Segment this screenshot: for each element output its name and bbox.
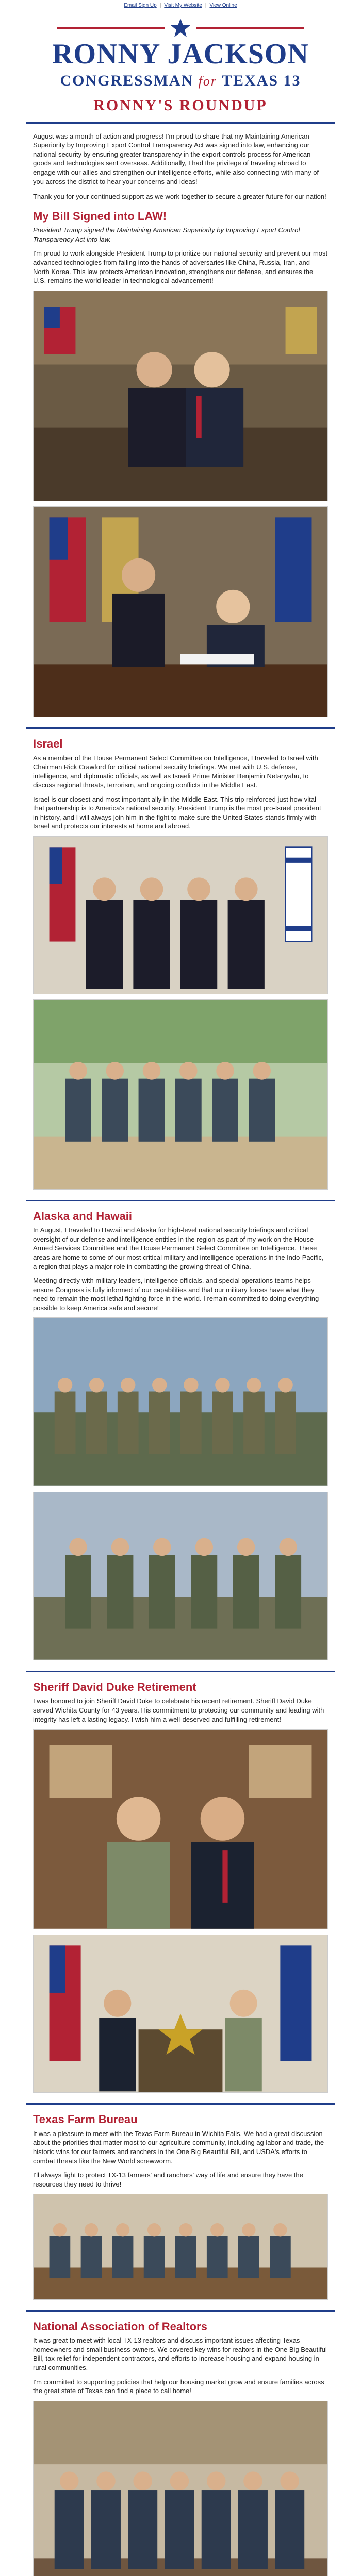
- section-lead: President Trump signed the Maintaining American Superiority by Improving Export Control Transparency Act into law.: [33, 226, 300, 243]
- title-for: for: [198, 73, 218, 89]
- farm-bureau-meeting-photo: [33, 2194, 328, 2300]
- roundup-title: RONNY'S ROUNDUP: [93, 97, 268, 114]
- intro-section: [26, 132, 335, 201]
- masthead-rule-left: [57, 27, 165, 29]
- section-heading: Alaska and Hawaii: [33, 1209, 132, 1223]
- section-paragraph: I was honored to join Sheriff David Duke to celebrate his recent retirement. Sheriff David Duke served Wichita County for 43 years. His commitment to protecting our community and leading with integrity has left a lasting legacy. I wish him a well-deserved and fulfilling retirement!: [33, 1697, 324, 1723]
- section-divider: [26, 1200, 335, 1201]
- section-bill: [26, 209, 335, 717]
- section-paragraph: Meeting directly with military leaders, intelligence officials, and special operations teams helps ensure Congress is fully informed of our capabilities and that our military forces have what they need to remain the most lethal fighting force in the world. I remain committed to doing everything possible to keep America safe and secure!: [33, 1277, 319, 1312]
- masthead-star-row: [26, 16, 335, 39]
- masthead-name: RONNY JACKSON: [52, 38, 309, 70]
- top-link-separator: |: [159, 3, 161, 9]
- israel-group-photo-2: [33, 999, 328, 1189]
- bill-signing-photo-2: [33, 506, 328, 717]
- newsletter-body: [26, 11, 335, 2576]
- masthead: [26, 11, 335, 116]
- section-israel: [26, 736, 335, 1190]
- section-farm-bureau: [26, 2112, 335, 2300]
- texas-star-icon: [170, 18, 191, 38]
- section-paragraph: I'm proud to work alongside President Trump to prioritize our national security and prevent our most advanced technologies from falling into the hands of adversaries like China, Russia, Iran, and North Korea. This law protects American innovation, strengthens our defense, and ensures the U.S. remains the world leader in technological advancement!: [33, 249, 328, 285]
- section-heading: Israel: [33, 737, 63, 750]
- section-divider: [26, 1671, 335, 1672]
- section-heading: My Bill Signed into LAW!: [33, 209, 167, 223]
- sheriff-ceremony-photo-2: [33, 1935, 328, 2093]
- section-alaska-hawaii: [26, 1209, 335, 1660]
- section-heading: National Association of Realtors: [33, 2319, 207, 2333]
- section-paragraph: As a member of the House Permanent Select Committee on Intelligence, I traveled to Israel with Chairman Rick Crawford for critical national security briefings. We met with U.S. defense, intelligence, and diplomatic officials, as well as Israeli Prime Minister Benjamin Netanyahu, to discuss regional threats, terrorism, and ongoing conflicts in the Middle East.: [33, 754, 318, 789]
- masthead-divider: [26, 122, 335, 124]
- section-paragraph: I'm committed to supporting policies that help our housing market grow and ensure families across the great state of Texas can find a place to call home!: [33, 2378, 324, 2395]
- section-realtors: [26, 2319, 335, 2576]
- section-paragraph: Israel is our closest and most important ally in the Middle East. This trip reinforced just how vital that partnership is to America's national security. President Trump is the most pro-Israel president in history, and I will always join him in the fight to make sure the United States stands firmly with Israel and protects our interests at home and abroad.: [33, 795, 321, 831]
- view-online-link[interactable]: View Online: [209, 3, 237, 9]
- top-link-separator: |: [205, 3, 207, 9]
- masthead-title-row: [26, 71, 335, 92]
- masthead-title: [60, 71, 301, 92]
- section-divider: [26, 2103, 335, 2105]
- section-heading: Texas Farm Bureau: [33, 2113, 138, 2126]
- section-paragraph: It was great to meet with local TX-13 realtors and discuss important issues affecting Texas homeowners and small business owners. We covered key wins for realtors in the One Big Beautiful Bill, tax relief for independent contractors, and efforts to increase housing and expand housing in rural communities.: [33, 2336, 327, 2372]
- intro-paragraph: August was a month of action and progress! I'm proud to share that my Maintaining American Superiority by Improving Export Control Transparency Act was signed into law, enhancing our national security by ensuring greater transparency in the export controls process for American goods and technologies sent overseas. Additionally, I had the privilege of traveling abroad to engage with our allies and strengthen our intelligence efforts, while also connecting with many of you across the district to hear your concerns and ideas!: [33, 132, 319, 185]
- email-signup-link[interactable]: Email Sign Up: [124, 3, 157, 9]
- title-district: TEXAS 13: [221, 72, 301, 89]
- sheriff-portrait-photo-1: [33, 1729, 328, 1929]
- intro-thanks: Thank you for your continued support as we work together to secure a greater future for our nation!: [33, 193, 326, 201]
- section-divider: [26, 727, 335, 729]
- section-paragraph: It was a pleasure to meet with the Texas Farm Bureau in Wichita Falls. We had a great discussion about the priorities that matter most to our agriculture community, including ag labor and trade, the historic wins for our farmers and ranchers in the One Big Beautiful Bill, and USDA's efforts to combat threats like the New World screwworm.: [33, 2129, 324, 2165]
- section-divider: [26, 2310, 335, 2312]
- top-links-bar: [0, 0, 361, 11]
- realtors-group-photo: [33, 2401, 328, 2576]
- section-heading: Sheriff David Duke Retirement: [33, 1680, 196, 1693]
- title-congressman: CONGRESSMAN: [60, 72, 194, 89]
- israel-meeting-photo-1: [33, 836, 328, 994]
- hawaii-troops-photo-2: [33, 1492, 328, 1660]
- section-paragraph: I'll always fight to protect TX-13 farmers' and ranchers' way of life and ensure they have the resources they need to thrive!: [33, 2171, 303, 2188]
- section-sheriff: [26, 1680, 335, 2093]
- alaska-troops-photo-1: [33, 1317, 328, 1486]
- visit-website-link[interactable]: Visit My Website: [164, 3, 202, 9]
- masthead-rule-right: [196, 27, 304, 29]
- section-paragraph: In August, I traveled to Hawaii and Alaska for high-level national security briefings and critical oversight of our defense and intelligence entities in the region as part of my work on the House Armed Services Committee and the House Permanent Select Committee on Intelligence. These areas are home to some of our most critical military and intelligence operations in the Indo-Pacific, a region that plays a major role in combatting the growing threat of China.: [33, 1226, 324, 1270]
- bill-signing-photo-1: [33, 291, 328, 501]
